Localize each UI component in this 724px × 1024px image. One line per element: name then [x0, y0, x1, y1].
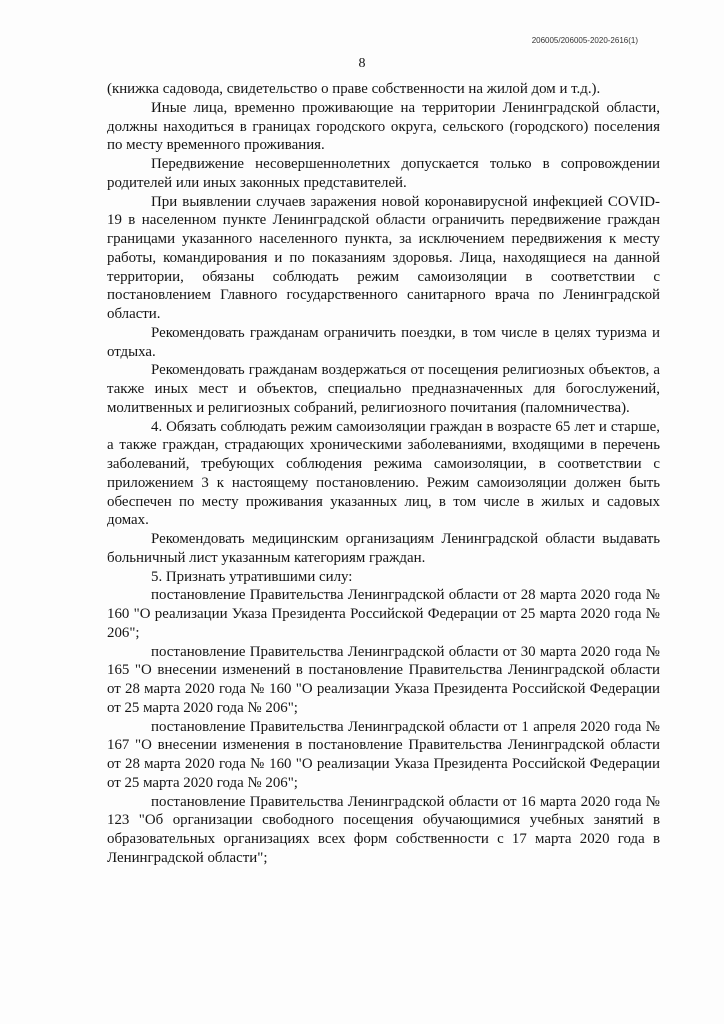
paragraph: При выявлении случаев заражения новой коронавирусной инфекцией COVID-19 в населенном пункте Ленинградской области ограничить передвижение граждан границами указанного населенного пункта, за исключением передвижения к месту работы, командирования и по показаниям здоровья. Лица, находящиеся на данной территории, обязаны соблюдать режим самоизоляции в соответствии с постановлением Главного государственного санитарного врача по Ленинградской области. [107, 193, 660, 322]
paragraph: Иные лица, временно проживающие на территории Ленинградской области, должны находиться в границах городского округа, сельского (городского) поселения по месту временного проживания. [107, 99, 660, 154]
paragraph: (книжка садовода, свидетельство о праве собственности на жилой дом и т.д.). [107, 81, 601, 97]
paragraph: Рекомендовать гражданам воздержаться от посещения религиозных объектов, а также иных мест и объектов, специально предназначенных для богослужений, молитвенных и религиозных собраний, религиозного почитания (паломничества). [107, 362, 660, 416]
paragraph: 5. Признать утратившими силу: [151, 568, 353, 585]
paragraph: постановление Правительства Ленинградской области от 30 марта 2020 года № 165 "О внесении изменений в постановление Правительства Ленинградской области от 28 марта 2020 года № 160 "О реализации Указа Президента Российской Федерации от 25 марта 2020 года № 206"; [107, 643, 660, 716]
paragraph: постановление Правительства Ленинградской области от 16 марта 2020 года № 123 "Об организации свободного посещения обучающимися учебных занятий в образовательных организациях всех форм собственности с 17 марта 2020 года в Ленинградской области"; [107, 793, 660, 866]
paragraph: постановление Правительства Ленинградской области от 1 апреля 2020 года № 167 "О внесении изменения в постановление Правительства Ленинградской области от 28 марта 2020 года № 160 "О реализации Указа Президента Российской Федерации от 25 марта 2020 года № 206"; [107, 718, 660, 791]
paragraph: Рекомендовать гражданам ограничить поездки, в том числе в целях туризма и отдыха. [107, 324, 660, 360]
paragraph: Передвижение несовершеннолетних допускается только в сопровождении родителей или иных законных представителей. [107, 156, 660, 191]
paragraph: 4. Обязать соблюдать режим самоизоляции граждан в возрасте 65 лет и старше, а также граждан, страдающих хроническими заболеваниями, входящими в перечень заболеваний, требующих соблюдения режима самоизоляции, в соответствии с приложением 3 к настоящему постановлению. Режим самоизоляции должен быть обеспечен по месту проживания указанных лиц, в том числе в жилых и садовых домах. [107, 418, 660, 529]
paragraph: постановление Правительства Ленинградской области от 28 марта 2020 года № 160 "О реализации Указа Президента Российской Федерации от 25 марта 2020 года № 206"; [107, 587, 660, 641]
document-id: 206005/206005-2020-2616(1) [531, 36, 638, 45]
paragraph: Рекомендовать медицинским организациям Ленинградской области выдавать больничный лист указанным категориям граждан. [107, 531, 660, 566]
page-number: 8 [358, 56, 366, 71]
document-body [107, 80, 660, 868]
